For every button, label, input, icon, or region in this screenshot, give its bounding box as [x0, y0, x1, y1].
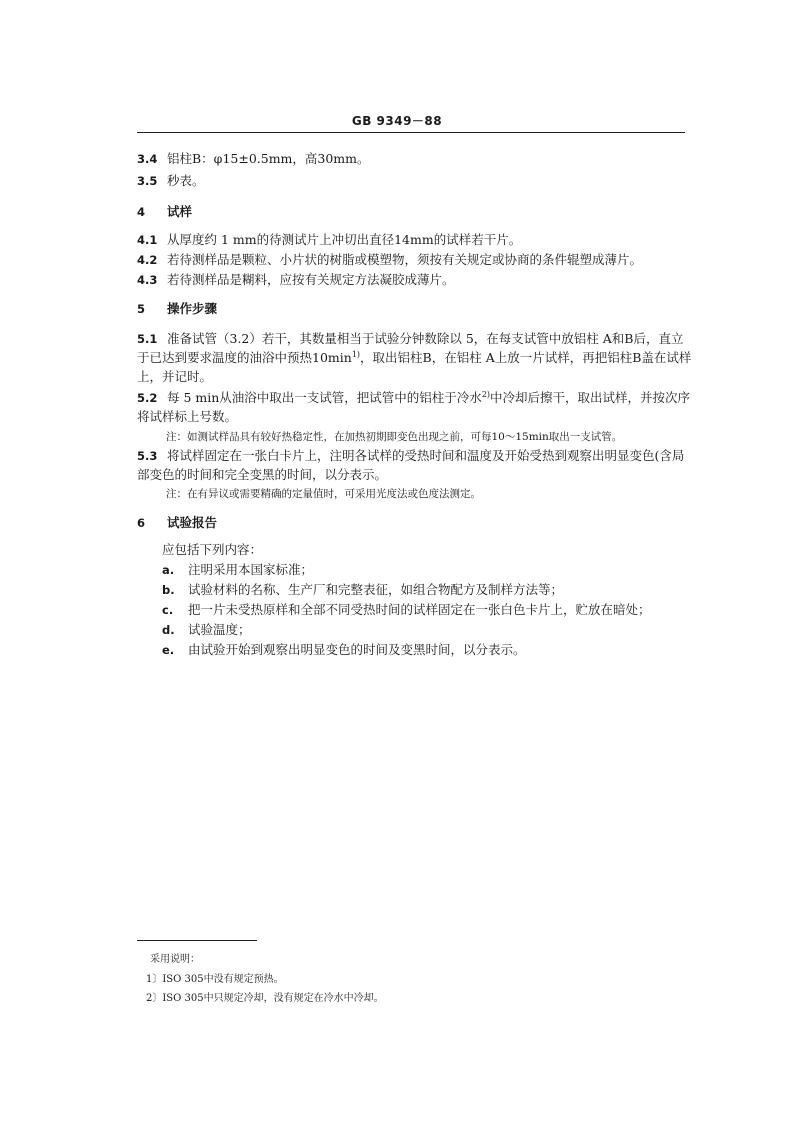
- section-5-heading: [137, 300, 685, 318]
- clause-text: 铝柱B：φ15±0.5mm，高30mm。: [167, 151, 370, 166]
- clause-text: 于已达到要求温度的油浴中预热10min: [137, 350, 352, 365]
- clause-number: 4.1: [137, 233, 158, 247]
- clause-3-5: [137, 172, 685, 190]
- report-item-c: [162, 601, 710, 619]
- list-letter: b.: [162, 583, 175, 597]
- clause-text: ，取出铝柱B，在铝柱 A上放一片试样，再把铝柱B盖在试样: [360, 350, 692, 365]
- clause-number: 3.4: [137, 152, 158, 166]
- clause-text: 中冷却后擦干，取出试样，并按次序: [490, 390, 691, 405]
- list-letter: c.: [162, 603, 174, 617]
- clause-text: 准备试管（3.2）若干，其数量相当于试验分钟数除以 5，在每支试管中放铝柱 A和B后，直立: [167, 331, 684, 346]
- clause-text: 将试样固定在一张白卡片上，注明各试样的受热时间和温度及开始受热到观察出明显变色(含局: [167, 448, 685, 463]
- section-number: 6: [137, 516, 146, 530]
- clause-4-1: [137, 231, 685, 249]
- list-text: 把一片未受热原样和全部不同受热时间的试样固定在一张白色卡片上，贮放在暗处；: [188, 602, 651, 617]
- footnote-ref-2: 2): [481, 389, 491, 399]
- clause-text: 若待测样品是糊料，应按有关规定方法凝胶成薄片。: [167, 272, 455, 287]
- clause-5-2-note: 注：如测试样品具有较好热稳定性，在加热初期即变色出现之前，可每10～15min取出一支试管。: [166, 431, 623, 443]
- clause-5-2-line-1: [137, 389, 691, 407]
- clause-number: 5.2: [137, 391, 158, 405]
- list-text: 试验温度；: [188, 622, 251, 637]
- list-letter: d.: [162, 623, 175, 637]
- section-title: 试样: [167, 204, 193, 219]
- footnote-ref-1: 1): [351, 349, 361, 359]
- clause-4-2: [137, 251, 685, 269]
- clause-number: 4.2: [137, 253, 158, 267]
- footnote-rule: [137, 940, 257, 941]
- report-item-a: [162, 561, 710, 579]
- clause-number: 5.1: [137, 332, 158, 346]
- clause-text: 若待测样品是颗粒、小片状的树脂或模塑物，须按有关规定或协商的条件辊塑成薄片。: [167, 252, 643, 267]
- clause-5-1-line-3: [137, 368, 685, 386]
- clause-5-3-line-1: [137, 447, 685, 465]
- report-item-b: [162, 581, 710, 599]
- clause-text: 秒表。: [167, 173, 205, 188]
- clause-5-2-line-2: [137, 408, 685, 426]
- report-intro: 应包括下列内容：: [162, 542, 263, 557]
- clause-text: 将试样标上号数。: [137, 409, 238, 424]
- list-text: 由试验开始到观察出明显变色的时间及变黑时间，以分表示。: [188, 642, 526, 657]
- clause-text: 每 5 min从油浴中取出一支试管，把试管中的铝柱于冷水: [167, 390, 482, 405]
- clause-5-3-note: 注：在有异议或需要精确的定量值时，可采用光度法或色度法测定。: [166, 488, 481, 500]
- page-header: GB 9349－88: [351, 114, 443, 128]
- list-text: 试验材料的名称、生产厂和完整表征，如组合物配方及制样方法等；: [188, 582, 564, 597]
- clause-number: 3.5: [137, 174, 158, 188]
- section-title: 操作步骤: [167, 301, 218, 316]
- clause-text: 从厚度约 1 mm的待测试片上冲切出直径14mm的试样若干片。: [167, 232, 522, 247]
- list-text: 注明采用本国家标准；: [188, 562, 314, 577]
- clause-number: 4.3: [137, 273, 158, 287]
- section-4-heading: [137, 203, 685, 221]
- report-item-e: [162, 641, 710, 659]
- clause-3-4: [137, 150, 685, 168]
- section-title: 试验报告: [167, 515, 218, 530]
- clause-number: 5.3: [137, 449, 158, 463]
- section-number: 5: [137, 302, 146, 316]
- clause-5-3-line-2: [137, 466, 685, 484]
- list-letter: e.: [162, 643, 175, 657]
- section-6-heading: [137, 514, 685, 532]
- list-letter: a.: [162, 563, 175, 577]
- clause-text: 上，并记时。: [137, 369, 213, 384]
- clause-5-1-line-1: [137, 330, 685, 348]
- header-rule: [137, 132, 685, 133]
- footnote-1: 1〕ISO 305中没有规定预热。: [146, 974, 284, 985]
- section-number: 4: [137, 205, 146, 219]
- clause-text: 部变色的时间和完全变黑的时间，以分表示。: [137, 467, 388, 482]
- clause-5-1-line-2: [137, 349, 692, 367]
- footnote-title: 采用说明：: [150, 954, 200, 965]
- clause-4-3: [137, 271, 685, 289]
- footnote-2: 2〕ISO 305中只规定冷却，没有规定在冷水中冷却。: [146, 993, 384, 1004]
- report-item-d: [162, 621, 710, 639]
